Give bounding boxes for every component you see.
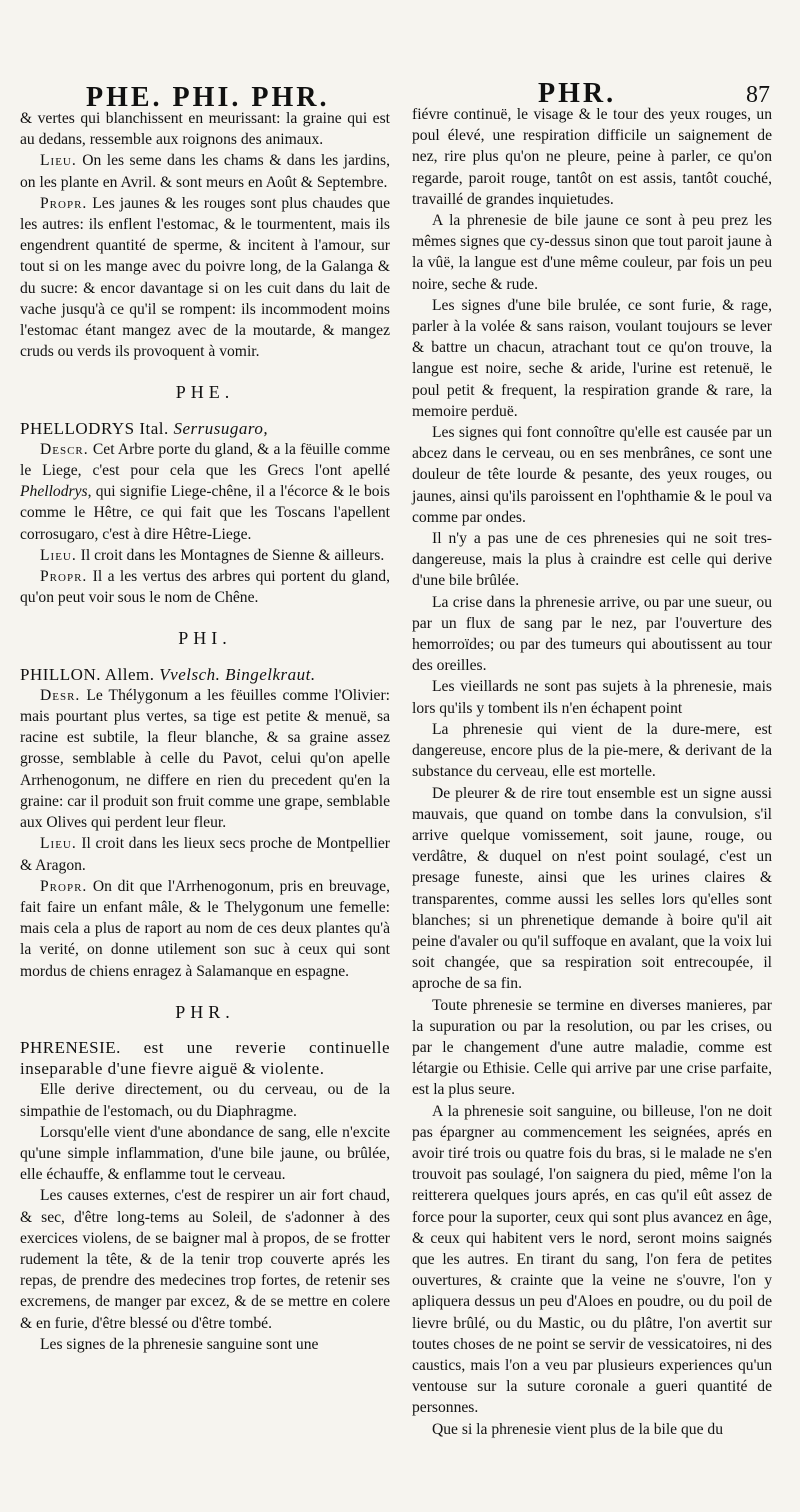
left-column [20,108,390,1355]
section-heading-phe: PHE. [175,382,235,403]
paragraph: & vertes qui blanchissent en meurissant: la graine qui est au dedans, ressemble aux roignons des animaux. [20,110,390,149]
lieu-label: Lieu. [40,546,77,564]
entry-lang: Ital. [134,418,174,438]
descr-label: Desr. [40,686,81,704]
entry-alt-name: Serrusugaro, [173,418,269,438]
paragraph-descr [20,685,390,833]
paragraph: La crise dans la phrenesie arrive, ou par une sueur, ou par un flux de sang par le nez, par l'ouverture des hemorroïdes; ou par des tumeurs qui aboutissent au tour des oreilles. [412,593,772,675]
paragraph-propr [20,876,390,982]
paragraph-lieu [20,545,390,566]
entry-name: PHELLODRYS [20,418,135,438]
propr-text: Il a les vertus des arbres qui portent du gland, qu'on peut voir sous le nom de Chêne. [20,568,390,607]
section-heading-phi: PHI. [178,628,232,649]
paragraph: Toute phrenesie se termine en diverses manieres, par la supuration ou par la resolution, ou par les crises, ou par le changement d'une autre maladie, comme est létargie ou Ethisie. Celle qui arrive par une crise parfaite, est la plus seure. [412,996,772,1099]
paragraph: Lorsqu'elle vient d'une abondance de sang, elle n'excite qu'une simple inflammation, d'une bile jaune, ou brûlée, elle échauffe, & enflamme tout le cerveau. [20,1123,390,1184]
section-heading-phr: PHR. [175,1001,235,1022]
lieu-label: Lieu. [40,835,77,853]
lieu-text: Il croit dans les lieux secs proche de Montpellier & Aragon. [20,835,390,874]
propr-text: On dit que l'Arrhenogonum, pris en breuvage, fait faire un enfant mâle, & le Thelygonum une femelle: mais cela a plus de raport au nom de ces deux plantes qu'à la verité, on donne utilement son suc à ceux qui sont mordus de chiens enragez à Salamanque en espagne. [20,877,390,980]
paragraph: A la phrenesie de bile jaune ce sont à peu prez les mêmes signes que cy-dessus sinon que tout paroit jaune à la vûë, la langue est d'une même couleur, par fois un peu noire, seche & rude. [412,212,772,293]
lieu-text: On les seme dans les chams & dans les jardins, on les plante en Avril. & sont meurs en Août & Septembre. [20,152,390,191]
entry-heading-phillon [20,664,390,685]
entry-heading-phellodrys [20,418,390,439]
right-running-head: PHR. [538,78,617,109]
paragraph-lieu [20,833,390,875]
paragraph: Les causes externes, c'est de respirer un air fort chaud, & sec, d'être long-tems au Soleil, de s'adonner à des exercices violens, de se baigner mal à propos, de se frotter rudement la tête, & de la tenir trop couverte aprés les repas, de prendre des medecines trop fortes, de retenir ses excremens, de manger par excez, & de se mettre en colere & en furie, d'être blessé ou d'être tombé. [20,1187,390,1332]
descr-text: Cet Arbre porte du gland, & a la fëuille comme le Liege, c'est pour cela que les Grecs l'ont apellé [20,440,390,480]
descr-text: Le Thélygonum a les fëuilles comme l'Olivier: mais pourtant plus vertes, sa tige est petite & menuë, sa racine est subtile, la fleur blanche, & sa graine assez grosse, semblable à celle du Pavot, celui qu'on apelle Arrhenogonum, ne differe en rien du precedent qu'en la graine: car il produit son fruit comme une grape, semblable aux Olives qui perdent leur fleur. [20,686,390,832]
entry-name: PHILLON. [20,664,101,684]
lieu-label: Lieu. [40,152,77,170]
paragraph-propr [20,566,390,608]
entry-lang: Allem. [100,664,160,684]
paragraph: La phrenesie qui vient de la dure-mere, est dangereuse, encore plus de la pie-mere, & derivant de la substance du cerveau, elle est mortelle. [412,720,772,781]
left-running-head: PHE. PHI. PHR. [86,82,330,113]
propr-text: Les jaunes & les rouges sont plus chaudes que les autres: ils enflent l'estomac, & le tourmentent, mais ils engendrent quantité de sperme, & incitent à l'amour, sur tout si on les mange avec du poivre long, de la Galanga & du sucre: & encor davantage si on les cuit dans du lait de vache jusqu'à ce qu'il se rompent: ils incommodent moins l'estomac étant mangez avec de la moutarde, & mangez cruds ou verds ils provoquent à vomir. [20,194,390,361]
page-number: 87 [746,82,770,108]
paragraph: A la phrenesie soit sanguine, ou billeuse, l'on ne doit pas épargner au commencement les seignées, aprés en avoir tiré trois ou quatre fois du bras, si le malade ne s'en trouvoit pas soulagé, l'on saignera du pied, même l'on la reitterera quelques jours aprés, en cas qu'il eût assez de force pour la suporter, ceux qui sont plus avancez en âge, & ceux qui habitent vers le nord, seront moins saignés que les autres. En tirant du sang, l'on fera de petites ouvertures, & crainte que la veine ne s'ouvre, l'on y apliquera dessus un peu d'Aloes en poudre, ou du poil de lievre brûlé, ou du Mastic, ou du plâtre, l'on avertit sur toutes choses de ne point se servir de vessicatoires, ni des caustics, mais l'on a veu par plusieurs experiences qu'un ventouse sur la suture coronale a gueri quantité de personnes. [412,1102,772,1417]
paragraph: Elle derive directement, ou du cerveau, ou de la simpathie de l'estomach, ou du Diaphragme. [20,1081,390,1120]
paragraph: Que si la phrenesie vient plus de la bile que du [432,1420,724,1438]
entry-name: PHRENESIE. [20,1037,121,1057]
descr-label: Descr. [40,440,89,458]
paragraph: Les vieillards ne sont pas sujets à la phrenesie, mais lors qu'ils y tombent ils n'en échapent point [412,678,772,717]
paragraph: Les signes qui font connoître qu'elle est causée par un abcez dans le cerveau, ou en ses menbrânes, ce sont une douleur de tête lourde & pesante, des yeux rouges, ou jaunes, ainsi qu'ils paroissent en l'ophthamie & le poul va comme par ondes. [412,424,772,526]
paragraph-propr [20,193,390,363]
lieu-text: Il croit dans les Montagnes de Sienne & ailleurs. [76,546,385,564]
right-column [412,104,772,1440]
propr-label: Propr. [40,568,88,586]
paragraph: Les signes d'une bile brulée, ce sont furie, & rage, parler à la volée & sans raison, voulant toujours se lever & battre un chacun, atrachant tout ce qu'on trouve, la langue est noire, seche & aride, l'urine est retenuë, le poul petit & frequent, la respiration grande & rare, la memoire perduë. [412,296,772,420]
paragraph-descr [20,439,390,545]
entry-alt-name: Vvelsch. Bingelkraut. [159,664,316,684]
paragraph: fiévre continuë, le visage & le tour des yeux rouges, un poul élevé, une respiration difficile un saignement de nez, rire plus qu'on ne pleure, peine à parler, ce qu'on regarde, paroit rouge, tantôt on est assis, tantôt couché, travaillé de grandes inquietudes. [412,106,772,208]
paragraph: Les signes de la phrenesie sanguine sont une [40,1335,319,1353]
paragraph: Il n'y a pas une de ces phrenesies qui ne soit tres-dangereuse, mais la plus à craindre est celle qui derive d'une bile brûlée. [412,530,772,590]
propr-label: Propr. [40,877,88,895]
descr-text: , qui signifie Liege-chêne, il a l'écorce & le bois comme le Hêtre, ce qui fait que les Toscans l'apellent corrosugaro, c'est à dire Hêtre-Liege. [20,483,390,543]
propr-label: Propr. [40,194,88,212]
entry-definition: est une reverie continuelle inseparable d'une fievre aiguë & violente. [20,1037,390,1079]
paragraph-lieu [20,150,390,192]
entry-heading-phrenesie [20,1037,390,1079]
descr-name: Phellodrys [20,483,88,501]
paragraph: De pleurer & de rire tout ensemble est un signe aussi mauvais, que quand on tombe dans la convulsion, s'il arrive quelque vomissement, soit jaune, rouge, ou verdâtre, & duquel on n'est point soulagé, c'est un presage funeste, ainsi que les urines claires & transparentes, comme aussi les selles lors qu'elles sont blanches; si un phrenetique demande à boire qu'il ait peine d'avaler ou qu'il suffoque en avalant, que la voix lui soit changée, que sa respiration soit entrecoupée, il aproche de sa fin. [412,784,772,993]
